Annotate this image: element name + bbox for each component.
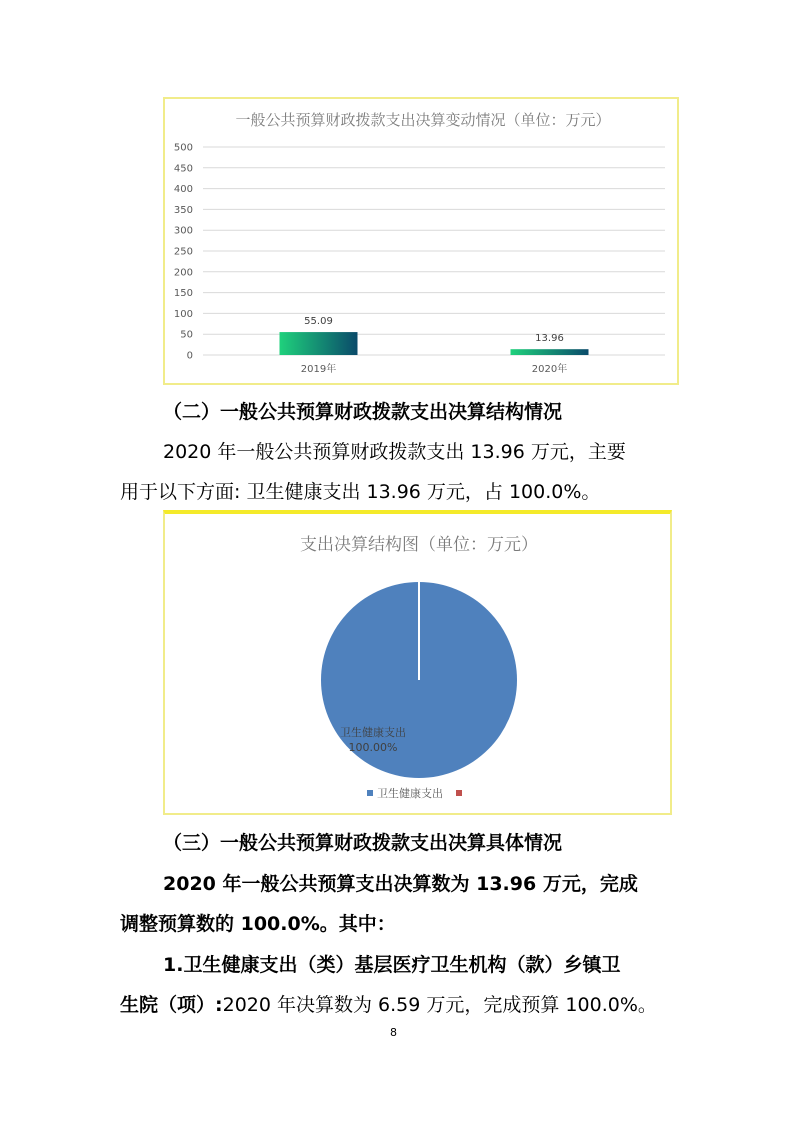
legend-swatch: [367, 790, 373, 796]
bar-chart-svg: [165, 99, 681, 387]
pie-chart-title: 支出决算结构图（单位：万元）: [300, 535, 538, 555]
y-tick-label: 200: [173, 267, 193, 279]
y-tick-label: 350: [173, 204, 193, 216]
x-tick-label: 2020年: [531, 364, 568, 375]
bar-data-label: 55.09: [304, 316, 333, 328]
bar-chart-marks: [280, 316, 589, 375]
item-label: 生院（项）:: [120, 994, 223, 1016]
y-tick-label: 500: [173, 142, 193, 154]
bar: [511, 349, 589, 355]
section-heading-2: （二）一般公共预算财政拨款支出决算结构情况: [163, 401, 563, 423]
bar-chart-grid: [174, 143, 665, 362]
paragraph-1-line-2: 用于以下方面: 卫生健康支出 13.96 万元，占 100.0%。: [120, 481, 601, 503]
y-tick-label: 300: [173, 225, 193, 237]
pie-data-percent: 100.00%: [348, 741, 398, 754]
y-tick-label: 100: [173, 308, 193, 320]
legend-label: 卫生健康支出: [377, 787, 443, 800]
legend-swatch: [456, 790, 462, 796]
section-heading-3: （三）一般公共预算财政拨款支出决算具体情况: [163, 832, 563, 854]
pie-chart-marks: [321, 582, 517, 800]
pie-chart-svg: [165, 514, 674, 815]
y-tick-label: 150: [173, 288, 193, 300]
paragraph-1-line-1: 2020 年一般公共预算财政拨款支出 13.96 万元，主要: [163, 441, 626, 463]
y-tick-label: 450: [173, 163, 193, 175]
y-tick-label: 400: [173, 184, 193, 196]
pie-data-label: 卫生健康支出: [340, 726, 406, 739]
y-tick-label: 50: [180, 329, 193, 341]
paragraph-2-line-2: 调整预算数的 100.0%。其中：: [120, 913, 396, 935]
item-detail: 2020 年决算数为 6.59 万元，完成预算 100.0%。: [222, 994, 657, 1016]
y-tick-label: 250: [173, 246, 193, 258]
bar-chart: [163, 97, 679, 385]
bar-chart-title: 一般公共预算财政拨款支出决算变动情况（单位：万元）: [235, 111, 611, 129]
y-tick-label: 0: [186, 350, 193, 362]
x-tick-label: 2019年: [300, 364, 337, 375]
page-number: 8: [390, 1026, 397, 1039]
paragraph-3-line-1: 1.卫生健康支出（类）基层医疗卫生机构（款）乡镇卫: [163, 954, 621, 976]
paragraph-3-line-2: [120, 991, 657, 1019]
pie-chart: [163, 510, 672, 815]
paragraph-2-line-1: 2020 年一般公共预算支出决算数为 13.96 万元，完成: [163, 873, 638, 895]
bar: [280, 332, 358, 355]
bar-data-label: 13.96: [535, 333, 564, 345]
